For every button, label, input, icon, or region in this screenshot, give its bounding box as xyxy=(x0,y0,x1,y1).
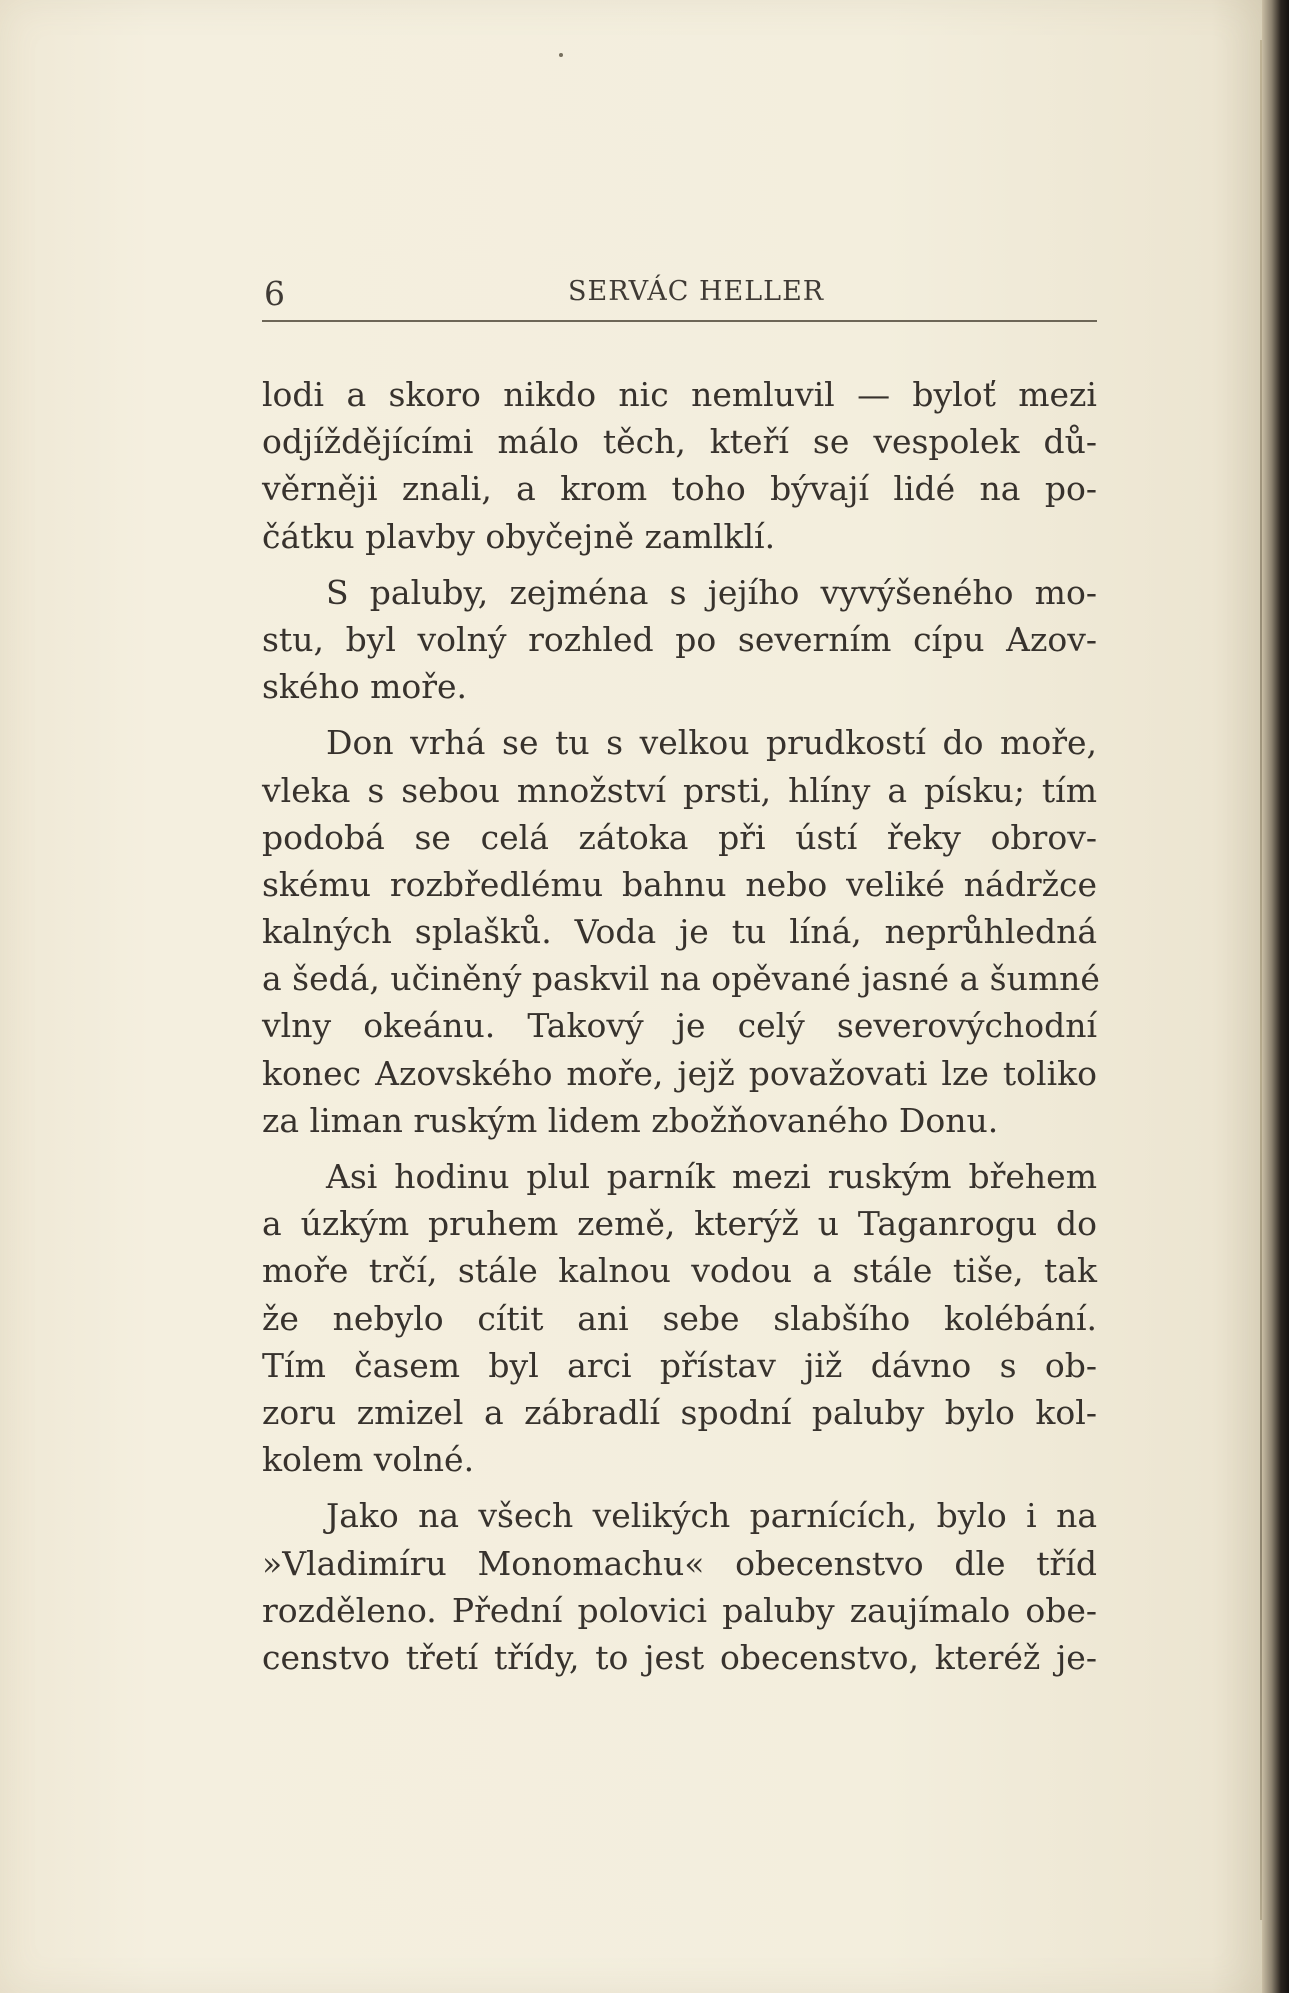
text-line: konec Azovského moře, jejž považovati lze toliko xyxy=(262,1053,1097,1093)
paragraph xyxy=(262,1153,1097,1483)
text-line: skému rozbředlému bahnu nebo veliké nádržce xyxy=(262,864,1097,904)
text-line: odjíždějícími málo těch, kteří se vespolek dů- xyxy=(262,422,1097,462)
text-line: ského moře. xyxy=(262,667,468,707)
text-line: podobá se celá zátoka při ústí řeky obrov- xyxy=(262,817,1097,857)
text-line: a šedá, učiněný paskvil na opěvané jasné a šumné xyxy=(262,959,1100,999)
text-line: censtvo třetí třídy, to jest obecenstvo, kteréž je- xyxy=(262,1637,1097,1677)
text-line: Tím časem byl arci přístav již dávno s ob- xyxy=(262,1345,1097,1385)
text-line: Don vrhá se tu s velkou prudkostí do moře, xyxy=(326,723,1097,763)
text-line: věrněji znali, a krom toho bývají lidé na po- xyxy=(262,469,1097,509)
text-line: rozděleno. Přední polovici paluby zaujímalo obe- xyxy=(262,1590,1097,1630)
text-line: kolem volné. xyxy=(262,1440,475,1480)
text-line: stu, byl volný rozhled po severním cípu Azov- xyxy=(262,619,1097,659)
paragraph xyxy=(262,569,1097,711)
text-line: moře trčí, stále kalnou vodou a stále tiše, tak xyxy=(262,1251,1097,1291)
page-speck xyxy=(559,53,563,57)
text-line: čátku plavby obyčejně zamlklí. xyxy=(262,516,776,556)
text-line: že nebylo cítit ani sebe slabšího kolébání. xyxy=(262,1298,1097,1338)
page-number: 6 xyxy=(264,274,285,313)
paragraph xyxy=(262,371,1097,560)
text-line: »Vladimíru Monomachu« obecenstvo dle tříd xyxy=(262,1543,1097,1583)
book-binding-edge xyxy=(1262,0,1289,1993)
text-line: kalných splašků. Voda je tu líná, neprůhledná xyxy=(262,912,1097,952)
text-line: lodi a skoro nikdo nic nemluvil — byloť mezi xyxy=(262,375,1097,414)
running-head: SERVÁC HELLER xyxy=(568,276,825,307)
body-text xyxy=(262,371,1100,1690)
text-line: Asi hodinu plul parník mezi ruským břehem xyxy=(326,1157,1097,1196)
paragraph xyxy=(262,1492,1097,1681)
text-line: a úzkým pruhem země, kterýž u Taganrogu do xyxy=(262,1204,1097,1244)
text-line: vlny okeánu. Takový je celý severovýchodní xyxy=(262,1006,1097,1046)
text-line: vleka s sebou množství prsti, hlíny a písku; tím xyxy=(262,770,1097,810)
paragraph xyxy=(262,719,1100,1144)
page-header xyxy=(262,272,1097,322)
text-line: S paluby, zejména s jejího vyvýšeného mo- xyxy=(326,572,1097,612)
text-line: Jako na všech velikých parnících, bylo i na xyxy=(326,1496,1097,1536)
text-line: za liman ruským lidem zbožňovaného Donu. xyxy=(262,1100,999,1140)
text-line: zoru zmizel a zábradlí spodní paluby bylo kol- xyxy=(262,1392,1097,1432)
